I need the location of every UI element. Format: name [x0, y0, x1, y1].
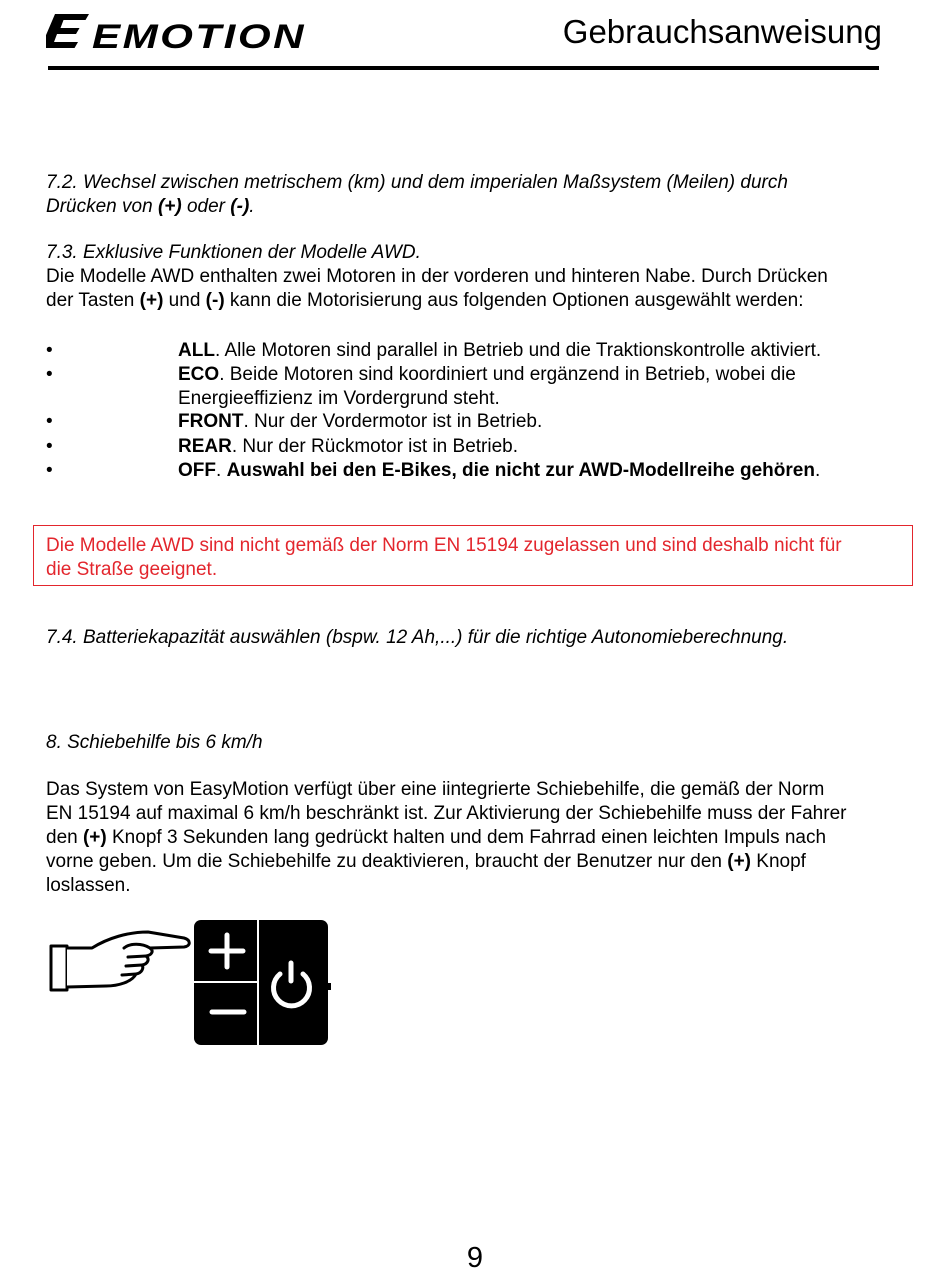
section-7-3-line2	[46, 289, 916, 313]
text-span: vorne geben. Um die Schiebehilfe zu deaktivieren, braucht der Benutzer nur den	[46, 851, 728, 872]
text-span: .	[249, 196, 255, 217]
option-eco-line2: Energieeffizienz im Vordergrund steht.	[178, 388, 500, 409]
option-key: ECO	[178, 364, 220, 385]
section-7-2-line2	[46, 195, 916, 219]
bullet: •	[46, 364, 53, 385]
section-8-line3	[46, 826, 916, 850]
page-number: 9	[466, 1242, 484, 1274]
bullet: •	[46, 436, 53, 457]
option-off	[178, 459, 898, 483]
logo-text: EMOTION	[92, 18, 306, 52]
header-rule	[48, 66, 879, 70]
section-8-heading: 8. Schiebehilfe bis 6 km/h	[46, 732, 263, 753]
option-key: ALL	[178, 340, 215, 361]
option-text: . Nur der Rückmotor ist in Betrieb.	[231, 436, 518, 457]
option-front	[178, 410, 898, 434]
document-title: Gebrauchsanweisung	[562, 13, 882, 50]
warning-line2: die Straße geeignet.	[46, 559, 218, 580]
warning-box	[33, 525, 913, 586]
text-span: kann die Motorisierung aus folgenden Optionen ausgewählt werden:	[224, 290, 804, 311]
minus-key-label: (-)	[230, 196, 250, 217]
section-7-3-heading: 7.3. Exklusive Funktionen der Modelle AWD.	[46, 242, 421, 263]
bullet: •	[46, 460, 53, 481]
logo-small-text: EASY	[73, 19, 98, 29]
option-text: . Alle Motoren sind parallel in Betrieb und die Traktionskontrolle aktiviert.	[214, 340, 822, 361]
plus-key-label: (+)	[157, 196, 182, 217]
easy-motion-logo	[46, 10, 310, 52]
warning-text	[46, 534, 906, 582]
section-7-2-line1: 7.2. Wechsel zwischen metrischem (km) und dem imperialen Maßsystem (Meilen) durch	[46, 172, 788, 193]
section-8-body	[46, 778, 916, 898]
option-text: .	[814, 460, 821, 481]
plus-key-label: (+)	[82, 827, 107, 848]
plus-key-label: (+)	[727, 851, 751, 872]
minus-key-label: (-)	[205, 290, 225, 311]
bullet: •	[46, 340, 53, 361]
option-eco-line1	[178, 363, 898, 387]
section-7-4: 7.4. Batteriekapazität auswählen (bspw. 12 Ah,...) für die richtige Autonomieberechnung.	[46, 627, 789, 648]
option-eco	[178, 363, 898, 411]
option-text: . Nur der Vordermotor ist in Betrieb.	[243, 411, 543, 432]
section-7-3-body	[46, 265, 916, 313]
text-span: oder	[181, 196, 231, 217]
text-span: der Tasten	[46, 290, 140, 311]
text-span: und	[163, 290, 206, 311]
button-illustration	[46, 915, 336, 1050]
text-span: Knopf	[751, 851, 806, 872]
option-bold-text: Auswahl bei den E-Bikes, die nicht zur AWD-Modellreihe gehören	[226, 460, 815, 481]
option-key: OFF	[178, 460, 216, 481]
plus-key-label: (+)	[139, 290, 164, 311]
section-8-line5: loslassen.	[46, 875, 131, 896]
option-text: .	[216, 460, 227, 481]
section-7-2	[46, 171, 916, 219]
option-all	[178, 339, 898, 363]
section-8-line1: Das System von EasyMotion verfügt über eine iintegrierte Schiebehilfe, die gemäß der Norm	[46, 779, 825, 800]
option-rear	[178, 435, 898, 459]
text-span: den	[46, 827, 83, 848]
bullet: •	[46, 411, 53, 432]
option-key: REAR	[178, 436, 232, 457]
option-text: . Beide Motoren sind koordiniert und ergänzend in Betrieb, wobei die	[219, 364, 796, 385]
text-span: Knopf 3 Sekunden lang gedrückt halten und dem Fahrrad einen leichten Impuls nach	[106, 827, 827, 848]
pointing-hand-icon	[51, 932, 189, 990]
section-7-3-line1: Die Modelle AWD enthalten zwei Motoren in der vorderen und hinteren Nabe. Durch Drücken	[46, 266, 828, 287]
option-key: FRONT	[178, 411, 244, 432]
text-span: Drücken von	[46, 196, 158, 217]
section-8-line2: EN 15194 auf maximal 6 km/h beschränkt ist. Zur Aktivierung der Schiebehilfe muss der Fahrer	[46, 803, 847, 824]
section-8-line4	[46, 850, 916, 874]
warning-line1: Die Modelle AWD sind nicht gemäß der Norm EN 15194 zugelassen und sind deshalb nicht für	[46, 535, 842, 556]
